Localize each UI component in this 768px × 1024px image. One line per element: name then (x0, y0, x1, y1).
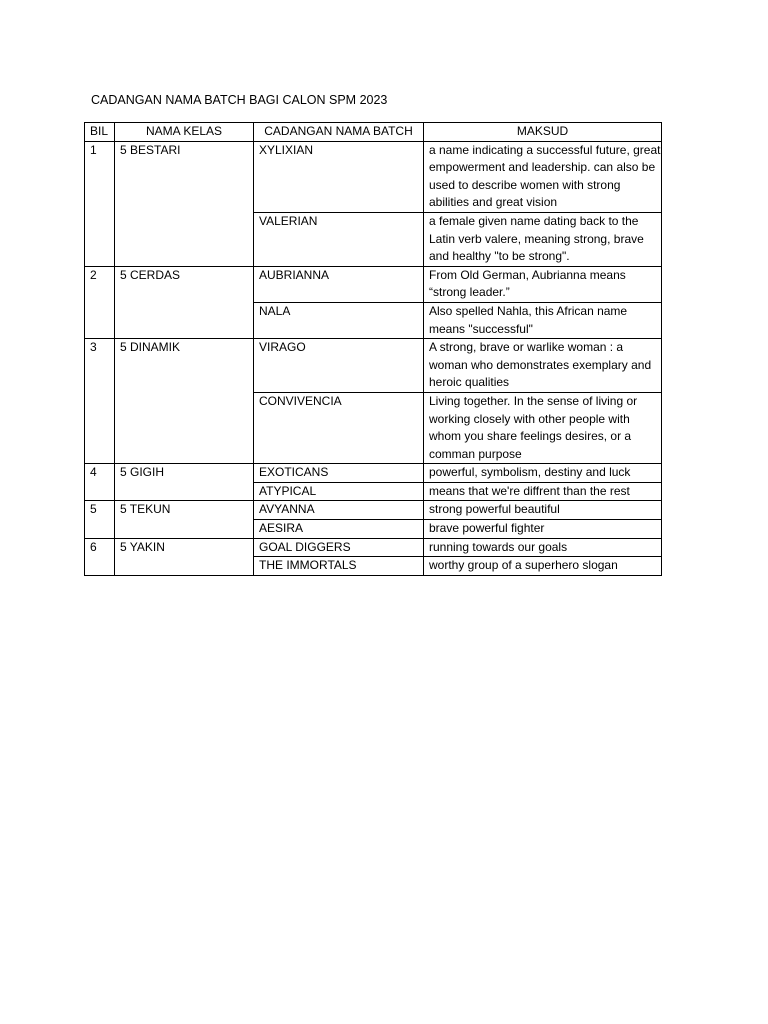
cell-batch-name: AESIRA (254, 520, 424, 539)
table-header-row (85, 123, 662, 142)
cell-meaning: Living together. In the sense of living or working closely with other people with whom you share feelings desires, or a comman purpose (424, 392, 662, 463)
cell-bil: 4 (85, 464, 115, 501)
cell-meaning: strong powerful beautiful (424, 501, 662, 520)
cell-nama-kelas: 5 BESTARI (115, 141, 254, 266)
cell-bil: 1 (85, 141, 115, 266)
cell-meaning: Also spelled Nahla, this African name means "successful" (424, 302, 662, 338)
cell-nama-kelas: 5 TEKUN (115, 501, 254, 538)
cell-batch-name: THE IMMORTALS (254, 557, 424, 576)
cell-nama-kelas: 5 YAKIN (115, 538, 254, 575)
header-cadangan-nama-batch: CADANGAN NAMA BATCH (254, 123, 424, 142)
cell-bil: 6 (85, 538, 115, 575)
cell-batch-name: AVYANNA (254, 501, 424, 520)
table-row (85, 464, 662, 483)
cell-batch-name: NALA (254, 302, 424, 338)
cell-bil: 2 (85, 266, 115, 338)
cell-nama-kelas: 5 DINAMIK (115, 339, 254, 464)
table-row (85, 141, 662, 212)
cell-bil: 5 (85, 501, 115, 538)
cell-meaning: From Old German, Aubrianna means “strong leader.” (424, 266, 662, 302)
header-maksud: MAKSUD (424, 123, 662, 142)
cell-meaning: means that we're diffrent than the rest (424, 482, 662, 501)
cell-batch-name: ATYPICAL (254, 482, 424, 501)
cell-meaning: brave powerful fighter (424, 520, 662, 539)
cell-batch-name: EXOTICANS (254, 464, 424, 483)
cell-nama-kelas: 5 CERDAS (115, 266, 254, 338)
cell-nama-kelas: 5 GIGIH (115, 464, 254, 501)
cell-batch-name: GOAL DIGGERS (254, 538, 424, 557)
document-title: CADANGAN NAMA BATCH BAGI CALON SPM 2023 (91, 93, 388, 107)
cell-meaning: running towards our goals (424, 538, 662, 557)
table-row (85, 266, 662, 302)
batch-name-table (84, 122, 662, 576)
cell-meaning: a female given name dating back to the Latin verb valere, meaning strong, brave and healthy "to be strong". (424, 212, 662, 266)
cell-batch-name: VALERIAN (254, 212, 424, 266)
header-nama-kelas: NAMA KELAS (115, 123, 254, 142)
table-row (85, 538, 662, 557)
cell-batch-name: AUBRIANNA (254, 266, 424, 302)
cell-meaning: a name indicating a successful future, great empowerment and leadership. can also be used to describe women with strong abilities and great vision (424, 141, 662, 212)
cell-batch-name: XYLIXIAN (254, 141, 424, 212)
cell-meaning: worthy group of a superhero slogan (424, 557, 662, 576)
cell-batch-name: CONVIVENCIA (254, 392, 424, 463)
cell-meaning: powerful, symbolism, destiny and luck (424, 464, 662, 483)
cell-meaning: A strong, brave or warlike woman : a woman who demonstrates exemplary and heroic qualities (424, 339, 662, 393)
table-row (85, 339, 662, 393)
table-row (85, 501, 662, 520)
cell-batch-name: VIRAGO (254, 339, 424, 393)
header-bil: BIL (85, 123, 115, 142)
cell-bil: 3 (85, 339, 115, 464)
